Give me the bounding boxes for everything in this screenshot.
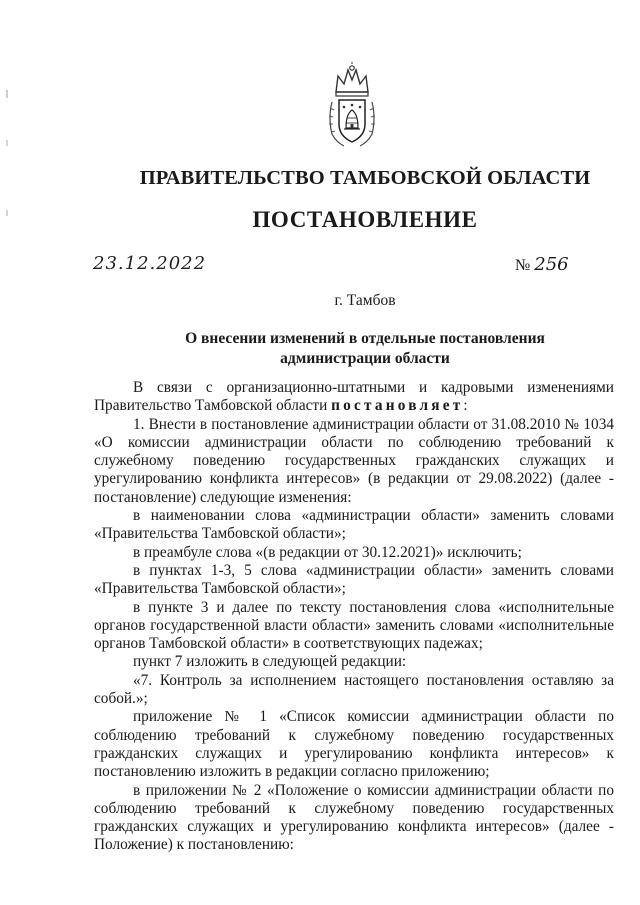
intro-paragraph: [94, 379, 614, 416]
intro-text: В связи с организационно-штатными и кадровыми изменениями Правительство Тамбовской области: [94, 379, 614, 415]
document-subject: [90, 329, 640, 369]
subject-line-2: администрации области: [280, 350, 450, 367]
paragraph-3: в преамбуле слова «(в редакции от 30.12.2021)» исключить;: [133, 543, 522, 561]
scan-margin-marks: [4, 90, 10, 290]
document-body: [94, 379, 614, 855]
number-value: 256: [534, 254, 569, 275]
paragraph-9: в приложении № 2 «Положение о комиссии администрации области по соблюдению требований к служебному поведению государственных гражданских служащих и урегулированию конфликта интересов» (далее - Положение) к постановлению:: [94, 781, 614, 854]
city-line: г. Тамбов: [334, 292, 396, 309]
paragraph-2: в наименовании слова «администрации области» заменить словами «Правительства Тамбовской области»;: [94, 507, 614, 543]
paragraph-6: пункт 7 изложить в следующей редакции:: [133, 653, 407, 671]
government-title: ПРАВИТЕЛЬСТВО ТАМБОВСКОЙ ОБЛАСТИ: [139, 167, 591, 189]
subject-line-1: О внесении изменений в отдельные постановления: [185, 330, 545, 347]
tambov-coat-of-arms-icon: [326, 62, 378, 150]
paragraph-4: в пунктах 1-3, 5 слова «администрации области» заменить словами «Правительства Тамбовской области»;: [94, 561, 614, 598]
document-number: [515, 254, 569, 275]
paragraph-5: в пункте 3 и далее по тексту постановления слова «исполнительные органов государственной власти области» заменить словами «исполнительные органов Тамбовской области» в соответствующих падежах;: [94, 598, 614, 653]
paragraph-8: приложение № 1 «Список комиссии администрации области по соблюдению требований к служебному поведению государственных гражданских служащих и урегулированию конфликта интересов» к постановлению изложить в редакции согласно приложению;: [94, 708, 614, 781]
document-type-title: ПОСТАНОВЛЕНИЕ: [252, 207, 478, 232]
resolves-word: постановляет: [331, 397, 464, 415]
paragraph-1: 1. Внести в постановление администрации области от 31.08.2010 № 1034 «О комиссии администрации области по соблюдению требований к служебному поведению государственных гражданских служащих и урегулированию конфликта интересов» (в редакции от 29.08.2022) (далее - постановление) следующие изменения:: [94, 415, 614, 506]
number-label: №: [515, 257, 531, 274]
document-date: 23.12.2022: [93, 253, 207, 274]
resolves-colon: :: [463, 397, 468, 415]
paragraph-7: «7. Контроль за исполнением настоящего постановления оставляю за собой.»;: [94, 671, 614, 708]
